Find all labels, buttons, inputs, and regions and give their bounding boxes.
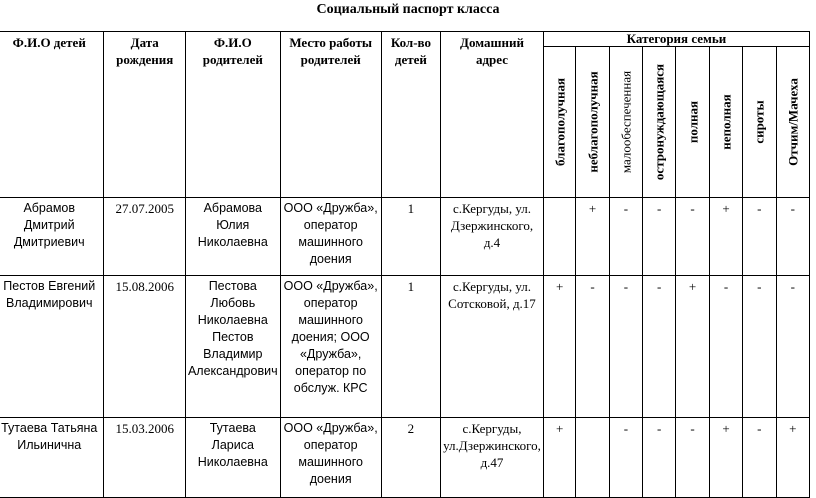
birth-date-cell: 27.07.2005	[104, 198, 185, 276]
category-mark-cell: -	[643, 276, 676, 418]
category-label: полная	[685, 100, 701, 144]
category-label: благополучная	[552, 77, 568, 167]
category-mark-cell: -	[743, 418, 776, 498]
category-label: малообеспеченная	[618, 70, 634, 174]
children-count-cell: 1	[381, 198, 440, 276]
address-cell: с.Кергуды, ул.Дзержинского, д.47	[441, 418, 544, 498]
header-children-count: Кол-во детей	[381, 32, 440, 198]
category-mark-cell: -	[676, 418, 709, 498]
social-passport-table	[0, 31, 810, 498]
category-mark-cell: -	[776, 198, 810, 276]
table-row	[0, 276, 810, 418]
header-category-6	[743, 47, 776, 198]
category-label: неблагополучная	[585, 71, 601, 173]
header-category-3	[643, 47, 676, 198]
workplace-cell: ООО «Дружба», оператор машинного доения	[280, 418, 381, 498]
address-cell: с.Кергуды, ул. Дзержинского, д.4	[441, 198, 544, 276]
child-name-cell: Тутаева Татьяна Ильинична	[0, 418, 104, 498]
page-title: Социальный паспорт класса	[316, 2, 500, 17]
header-category-7	[776, 47, 810, 198]
category-mark-cell: -	[709, 276, 742, 418]
header-category-0	[543, 47, 575, 198]
category-mark-cell: +	[543, 276, 575, 418]
category-mark-cell: -	[609, 198, 642, 276]
category-mark-cell: +	[676, 276, 709, 418]
header-child-name: Ф.И.О детей	[0, 32, 104, 198]
birth-date-cell: 15.08.2006	[104, 276, 185, 418]
header-category-2	[609, 47, 642, 198]
category-mark-cell: -	[643, 418, 676, 498]
category-mark-cell: -	[743, 198, 776, 276]
parents-name-cell: Абрамова Юлия Николаевна	[185, 198, 280, 276]
category-mark-cell: -	[643, 198, 676, 276]
category-label: неполная	[718, 94, 734, 150]
category-mark-cell: -	[676, 198, 709, 276]
category-mark-cell: -	[576, 276, 609, 418]
category-mark-cell: -	[743, 276, 776, 418]
parents-name-cell: Пестова Любовь Николаевна Пестов Владимир Александрович	[185, 276, 280, 418]
children-count-cell: 1	[381, 276, 440, 418]
category-mark-cell: +	[709, 198, 742, 276]
header-category-5	[709, 47, 742, 198]
header-parents-name: Ф.И.О родителей	[185, 32, 280, 198]
header-category-4	[676, 47, 709, 198]
category-mark-cell	[576, 418, 609, 498]
header-family-category: Категория семьи	[543, 32, 809, 47]
category-label: Отчим/Мачеха	[785, 78, 801, 166]
child-name-cell: Пестов Евгений Владимирович	[0, 276, 104, 418]
category-mark-cell: +	[776, 418, 810, 498]
header-birth-date: Дата рождения	[104, 32, 185, 198]
table-row	[0, 418, 810, 498]
header-workplace: Место работы родителей	[280, 32, 381, 198]
address-cell: с.Кергуды, ул. Сотсковой, д.17	[441, 276, 544, 418]
child-name-cell: Абрамов Дмитрий Дмитриевич	[0, 198, 104, 276]
category-mark-cell: +	[709, 418, 742, 498]
birth-date-cell: 15.03.2006	[104, 418, 185, 498]
category-mark-cell: -	[609, 418, 642, 498]
workplace-cell: ООО «Дружба», оператор машинного доения	[280, 198, 381, 276]
category-mark-cell: +	[543, 418, 575, 498]
table-row	[0, 198, 810, 276]
header-address: Домашний адрес	[441, 32, 544, 198]
children-count-cell: 2	[381, 418, 440, 498]
category-mark-cell: +	[576, 198, 609, 276]
category-mark-cell: -	[609, 276, 642, 418]
workplace-cell: ООО «Дружба», оператор машинного доения; ООО «Дружба», оператор по обслуж. КРС	[280, 276, 381, 418]
header-category-1	[576, 47, 609, 198]
category-label: сироты	[751, 100, 767, 144]
category-mark-cell	[543, 198, 575, 276]
parents-name-cell: Тутаева Лариса Николаевна	[185, 418, 280, 498]
category-mark-cell: -	[776, 276, 810, 418]
category-label: остронуждающаяся	[651, 63, 667, 181]
